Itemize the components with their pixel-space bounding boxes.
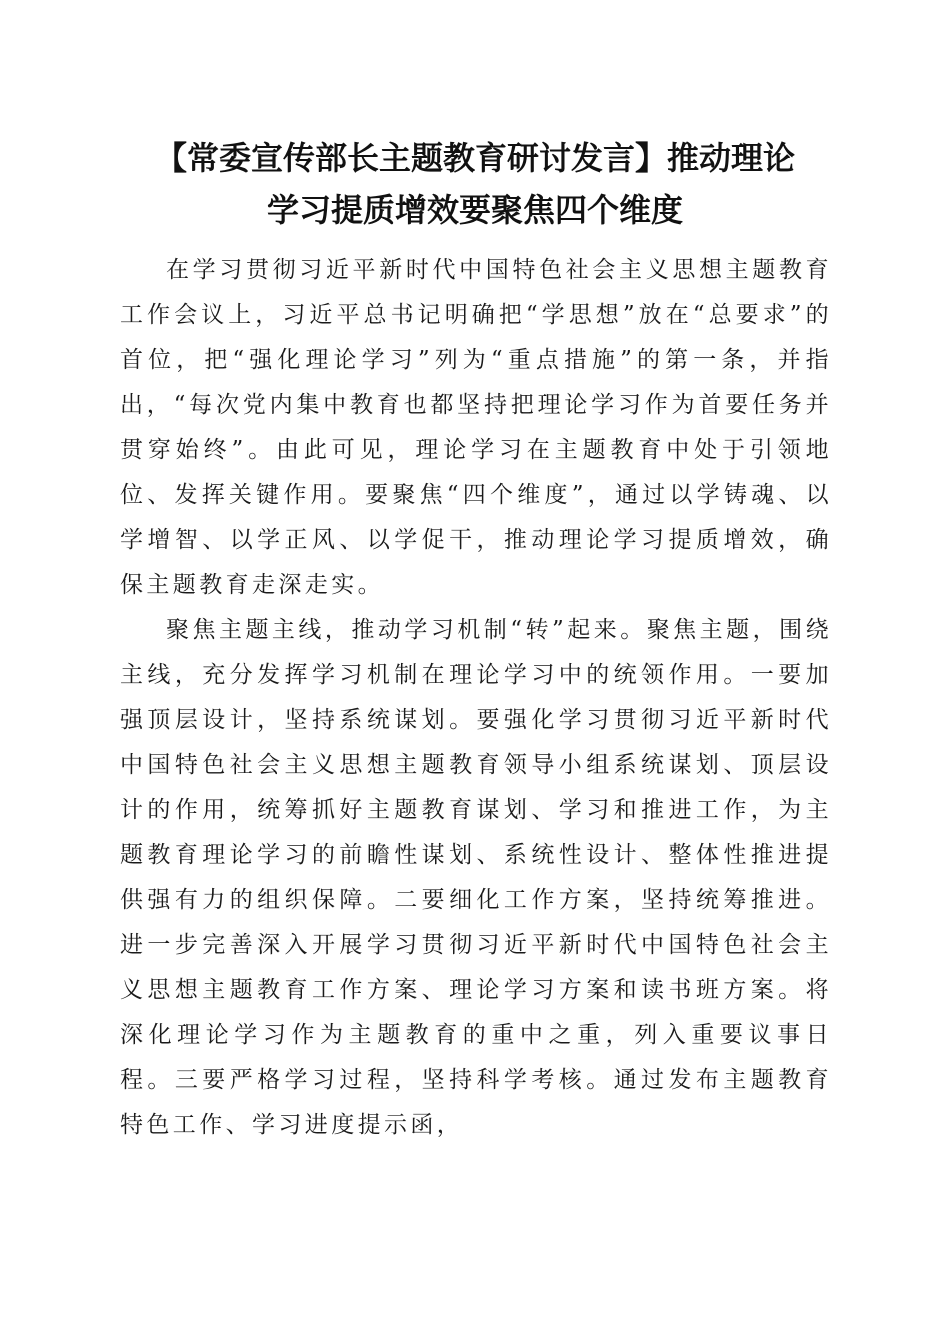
title-line-2: 学习提质增效要聚焦四个维度 bbox=[266, 191, 683, 229]
paragraph-intro: 在学习贯彻习近平新时代中国特色社会主义思想主题教育工作会议上，习近平总书记明确把“学思想”放在“总要求”的首位，把“强化理论学习”列为“重点措施”的第一条，并指出，“每次党内集中教育也都坚持把理论学习作为首要任务并贯穿始终”。由此可见，理论学习在主题教育中处于引领地位、发挥关键作用。要聚焦“四个维度”，通过以学铸魂、以学增智、以学正风、以学促干，推动理论学习提质增效，确保主题教育走深走实。 bbox=[120, 257, 832, 598]
paragraph-learning-mechanism: 聚焦主题主线，推动学习机制“转”起来。聚焦主题，围绕主线，充分发挥学习机制在理论学习中的统领作用。一要加强顶层设计，坚持系统谋划。要强化学习贯彻习近平新时代中国特色社会主义思想主题教育领导小组系统谋划、顶层设计的作用，统筹抓好主题教育谋划、学习和推进工作，为主题教育理论学习的前瞻性谋划、系统性设计、整体性推进提供强有力的组织保障。二要细化工作方案，坚持统筹推进。进一步完善深入开展学习贯彻习近平新时代中国特色社会主义思想主题教育工作方案、理论学习方案和读书班方案。将深化理论学习作为主题教育的重中之重，列入重要议事日程。三要严格学习过程，坚持科学考核。通过发布主题教育特色工作、学习进度提示函， bbox=[120, 617, 832, 1138]
document-body bbox=[120, 248, 832, 1148]
title-line-1: 【常委宣传部长主题教育研讨发言】推动理论 bbox=[154, 139, 795, 177]
document-title bbox=[60, 132, 890, 236]
